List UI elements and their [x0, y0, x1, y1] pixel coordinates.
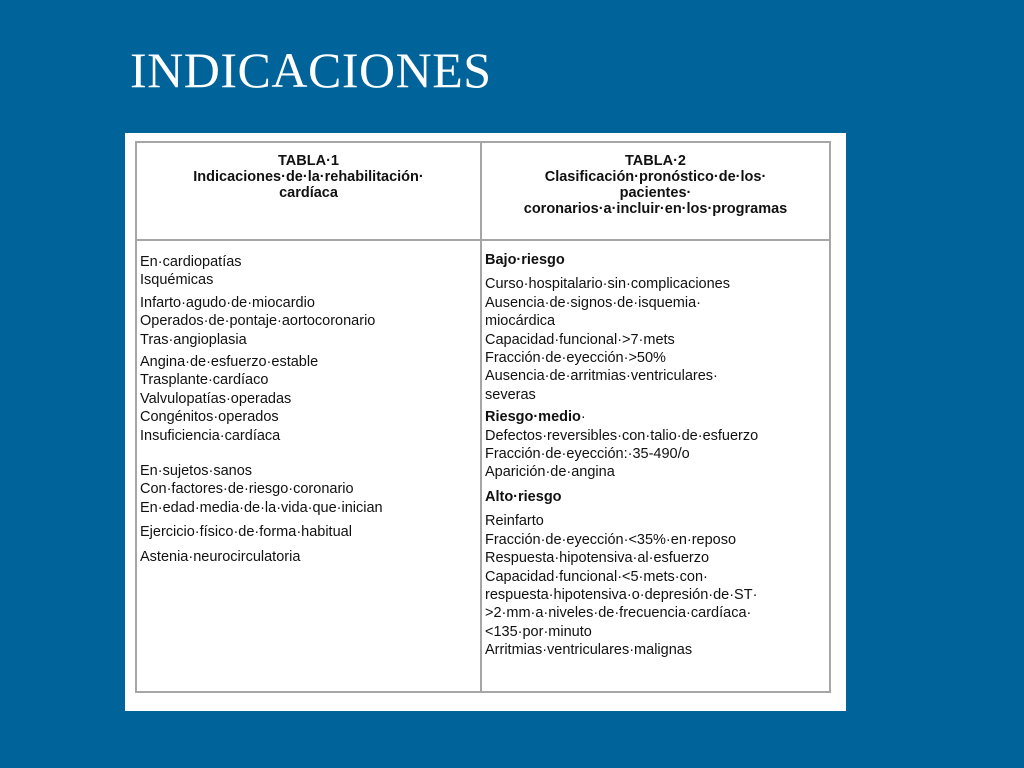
section-title-riesgo-medio: Riesgo·medio [485, 409, 581, 426]
header-right-line: TABLA·2 [625, 153, 686, 169]
header-left-line: TABLA·1 [278, 153, 339, 169]
header-right-line: pacientes· [619, 185, 692, 201]
list-item: Defectos·reversibles·con·talio·de·esfuerzo [485, 427, 759, 444]
classification-cell [481, 240, 830, 692]
table-image [125, 133, 846, 711]
list-item: Con·factores·de·riesgo·coronario [140, 481, 354, 498]
header-left-line: cardíaca [279, 185, 338, 201]
section-title-suffix: · [580, 409, 586, 426]
list-item: Arritmias·ventriculares·malignas [485, 642, 693, 659]
list-item: Ejercicio·físico·de·forma·habitual [140, 524, 352, 541]
header-cell-tabla-2 [481, 142, 830, 240]
list-item: Curso·hospitalario·sin·complicaciones [485, 276, 730, 293]
list-item: Ausencia·de·arritmias·ventriculares· [485, 368, 718, 385]
list-item: Capacidad·funcional·>7·mets [485, 331, 675, 348]
list-item: Isquémicas [140, 272, 214, 289]
list-item: Congénitos·operados [140, 409, 279, 426]
indications-table [135, 141, 831, 693]
list-item: Fracción·de·eyección:·35-490/o [485, 446, 690, 463]
list-item: Angina·de·esfuerzo·estable [140, 354, 319, 371]
header-right-line: Clasificación·pronóstico·de·los· [544, 169, 767, 185]
list-item: >2·mm·a·niveles·de·frecuencia·cardíaca· [485, 605, 752, 622]
list-item: Valvulopatías·operadas [140, 390, 292, 407]
section-title-bajo-riesgo: Bajo·riesgo [485, 252, 565, 268]
table-body-row [136, 240, 830, 692]
list-item: Fracción·de·eyección·<35%·en·reposo [485, 531, 737, 548]
header-right-line: coronarios·a·incluir·en·los·programas [523, 201, 788, 217]
list-item: Tras·angioplasia [140, 331, 247, 348]
list-item: Ausencia·de·signos·de·isquemia· [485, 294, 701, 311]
list-item: Capacidad·funcional·<5·mets·con· [485, 568, 708, 585]
list-item: En·cardiopatías [140, 254, 242, 270]
list-item: Aparición·de·angina [485, 464, 615, 481]
list-item: severas [485, 386, 536, 403]
slide-title: INDICACIONES [130, 42, 492, 98]
list-item: miocárdica [485, 313, 556, 330]
section-title-alto-riesgo: Alto·riesgo [485, 488, 562, 505]
list-item: <135·por·minuto [485, 623, 592, 640]
list-item: Astenia·neurocirculatoria [140, 548, 301, 565]
list-item: Fracción·de·eyección·>50% [485, 350, 666, 367]
list-item: En·edad·media·de·la·vida·que·inician [140, 499, 383, 516]
list-item: Insuficiencia·cardíaca [140, 427, 281, 444]
list-item: Trasplante·cardíaco [140, 372, 269, 389]
list-item: Infarto·agudo·de·miocardio [140, 294, 315, 311]
list-item: Respuesta·hipotensiva·al·esfuerzo [485, 550, 710, 567]
list-item: En·sujetos·sanos [140, 463, 253, 480]
list-item: Operados·de·pontaje·aortocoronario [140, 313, 376, 330]
table-header-row [136, 142, 830, 240]
indications-cell [136, 240, 481, 692]
list-item: respuesta·hipotensiva·o·depresión·de·ST· [485, 586, 758, 603]
header-left-line: Indicaciones·de·la·rehabilitación· [193, 169, 424, 185]
header-cell-tabla-1 [136, 142, 481, 240]
list-item: Reinfarto [485, 513, 544, 530]
